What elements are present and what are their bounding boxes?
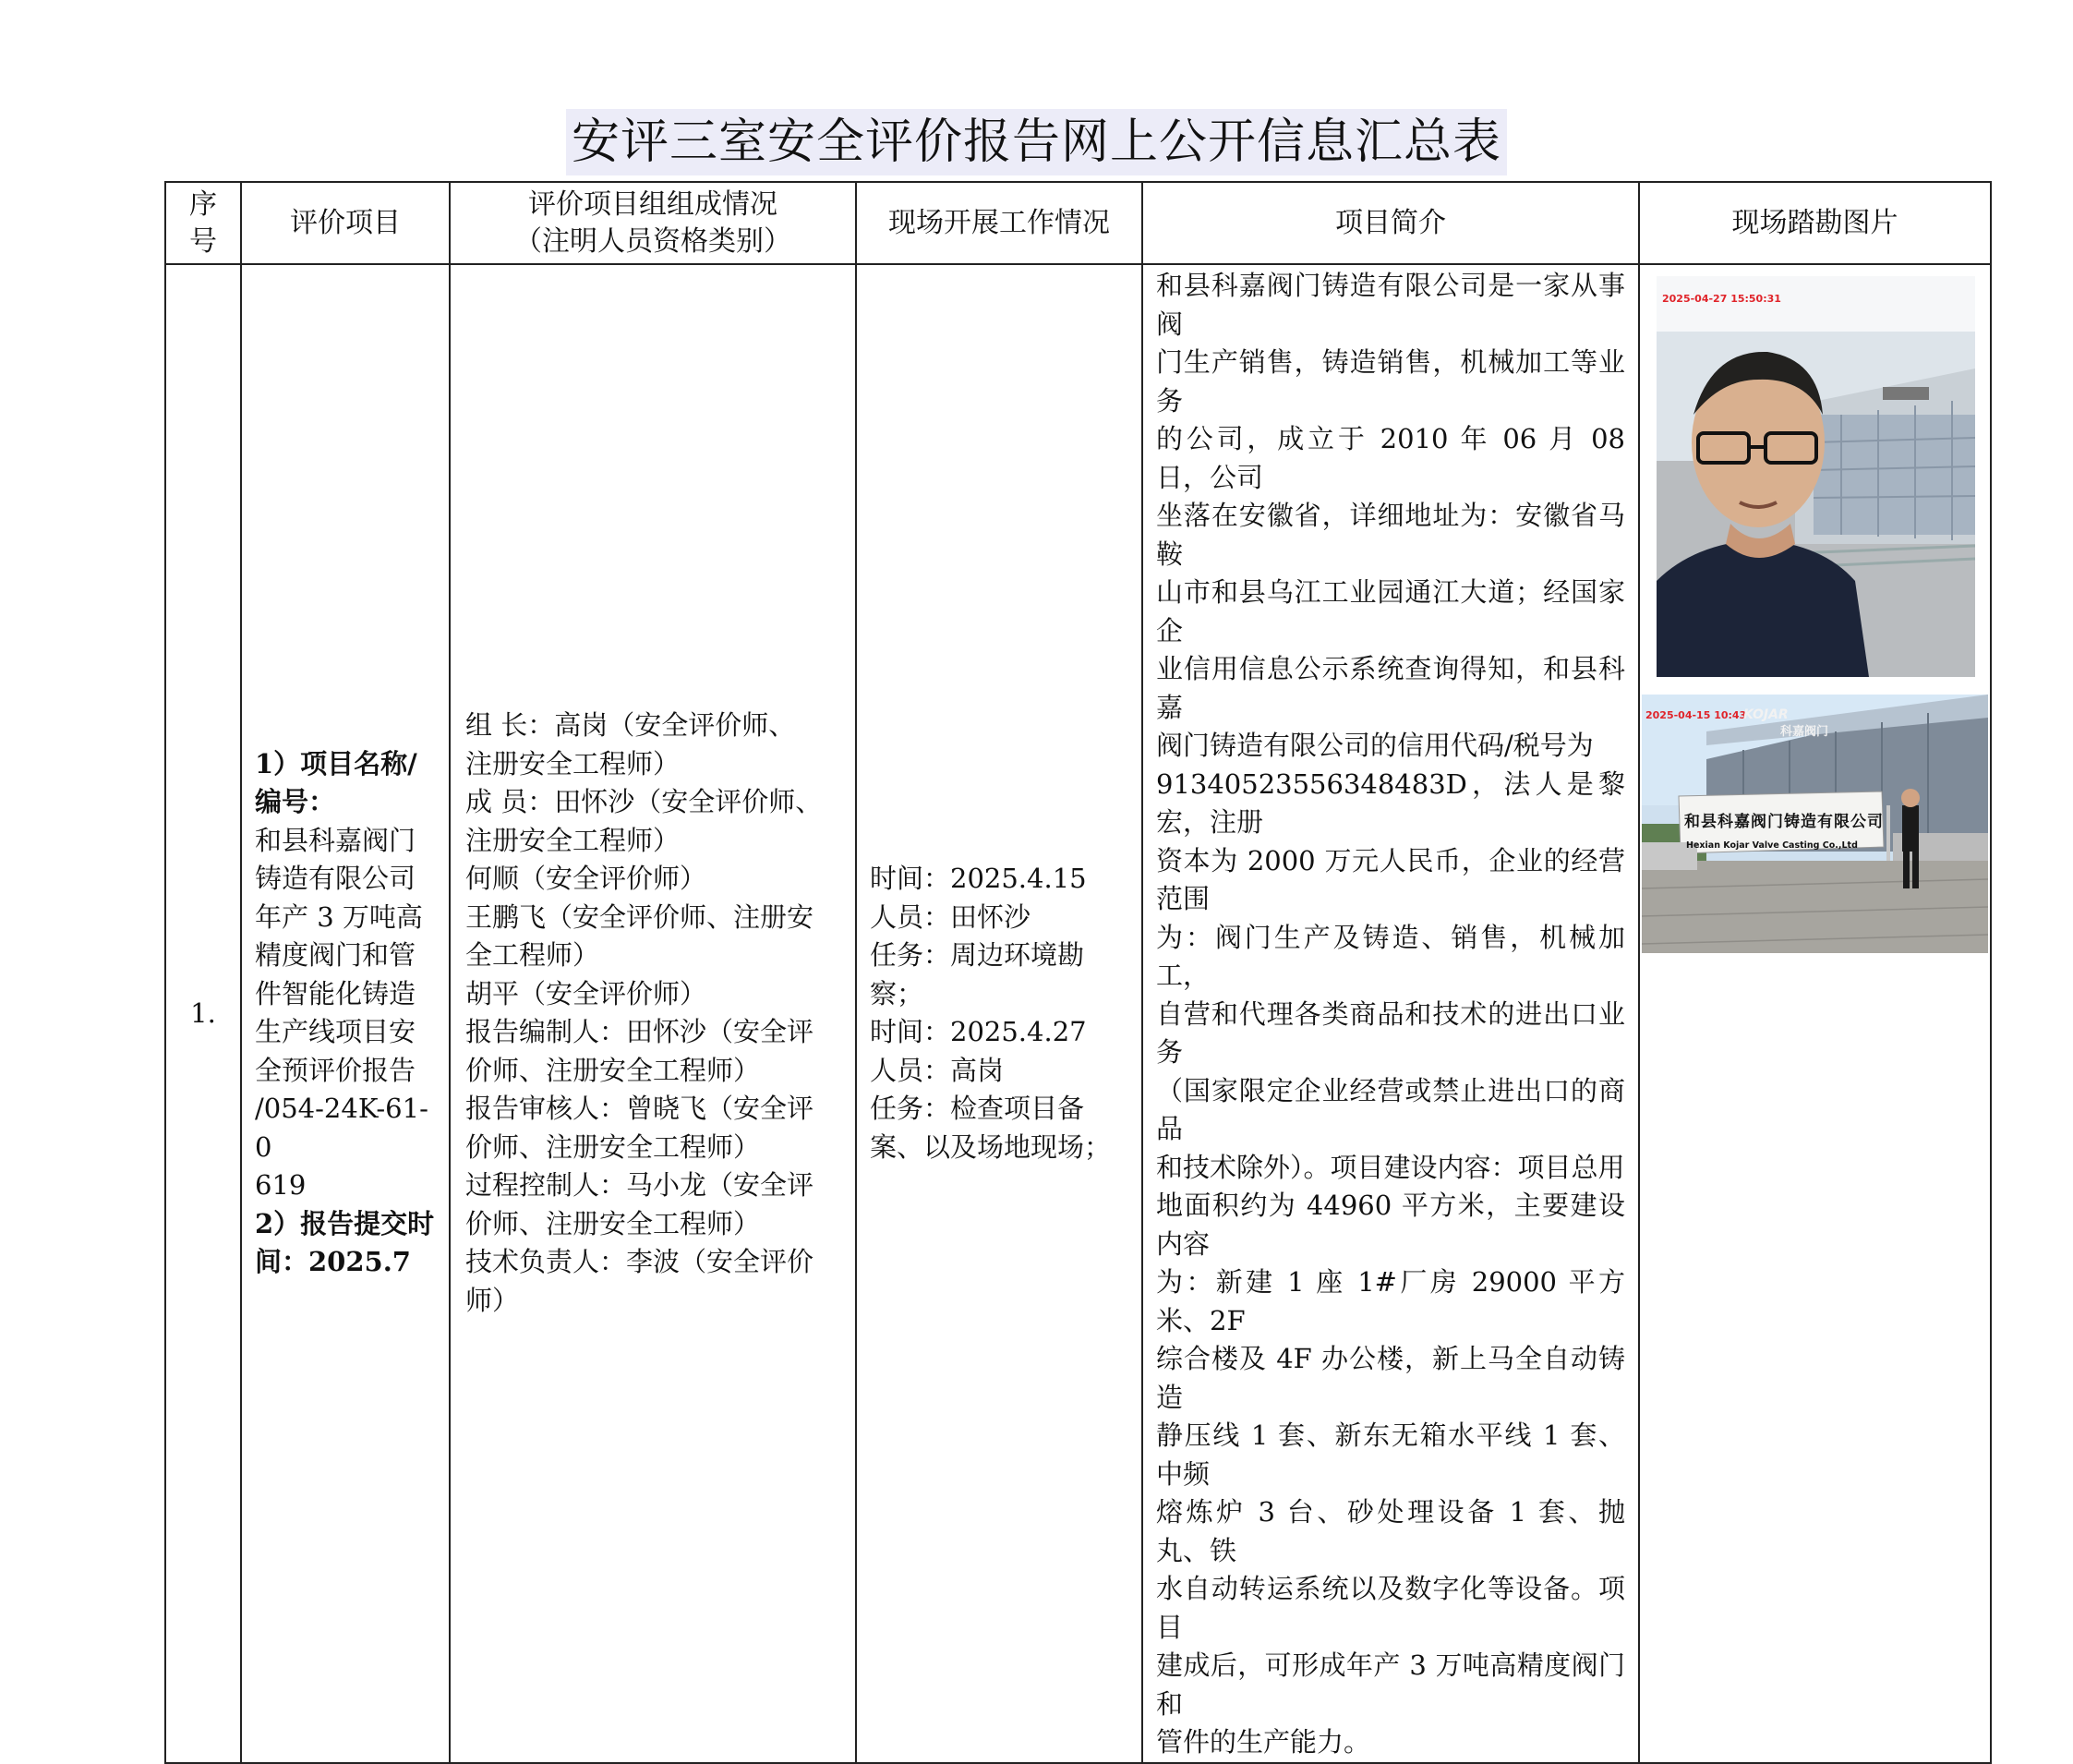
work-cell (856, 264, 1142, 1763)
work-line: 人员：高岗 (870, 1054, 1005, 1086)
photo-2-timestamp: 2025-04-15 10:43 (1645, 709, 1747, 721)
intro-line: 和技术除外）。项目建设内容：项目总用 (1156, 1151, 1625, 1183)
team-line: 注册安全工程师） (465, 824, 681, 856)
header-no: 序 号 (165, 182, 241, 264)
project-line: 铸造有限公司 (255, 863, 416, 895)
work-line: 任务：周边环境勘 (870, 939, 1085, 972)
intro-line: 业信用信息公示系统查询得知，和县科嘉 (1156, 653, 1625, 723)
intro-line: 综合楼及 4F 办公楼，新上马全自动铸造 (1156, 1343, 1625, 1413)
header-team: 评价项目组组成情况 （注明人员资格类别） (450, 182, 856, 264)
work-line: 案、以及场地现场； (870, 1130, 1112, 1163)
header-work: 现场开展工作情况 (856, 182, 1142, 264)
team-line: 价师、注册安全工程师） (465, 1130, 761, 1163)
team-line: 报告审核人：曾晓飞（安全评 (465, 1093, 814, 1125)
project-line: 年产 3 万吨高 (255, 900, 423, 933)
photo-2-sign-en: Hexian Kojar Valve Casting Co.,Ltd (1686, 840, 1858, 851)
team-line: 成 员：田怀沙（安全评价师、 (465, 786, 823, 818)
team-line: 价师、注册安全工程师） (465, 1054, 761, 1086)
team-line: 注册安全工程师） (465, 747, 681, 779)
intro-line: 91340523556348483D，法人是黎宏，注册 (1156, 767, 1625, 838)
intro-line: 熔炼炉 3 台、砂处理设备 1 套、抛丸、铁 (1156, 1496, 1625, 1566)
header-intro: 项目简介 (1142, 182, 1639, 264)
project-line: 件智能化铸造 (255, 977, 416, 1009)
intro-line: 的公司，成立于 2010 年 06 月 08 日，公司 (1156, 423, 1625, 493)
team-line: 组 长：高岗（安全评价师、 (465, 709, 796, 742)
intro-line: 水自动转运系统以及数字化等设备。项目 (1156, 1573, 1625, 1643)
team-line: 技术负责人：李波（安全评价 (465, 1246, 814, 1278)
table-row (165, 264, 1991, 1763)
header-project: 评价项目 (241, 182, 450, 264)
intro-line: 自营和代理各类商品和技术的进出口业务 (1156, 997, 1625, 1068)
row-number: 1. (165, 264, 241, 1763)
intro-line: 为：新建 1 座 1#厂房 29000 平方米、2F (1156, 1266, 1625, 1336)
intro-line: 地面积约为 44960 平方米，主要建设内容 (1156, 1190, 1625, 1260)
intro-line: 建成后，可形成年产 3 万吨高精度阀门和 (1156, 1649, 1625, 1720)
intro-line: 阀门铸造有限公司的信用代码/税号为 (1156, 730, 1594, 761)
page-title: 安评三室安全评价报告网上公开信息汇总表 (0, 109, 2073, 175)
team-cell (450, 264, 856, 1763)
site-photo-2 (1642, 695, 1988, 953)
team-line: 过程控制人：马小龙（安全评 (465, 1169, 814, 1202)
site-photo-1 (1657, 276, 1975, 677)
header-row (165, 182, 1991, 264)
project-line: 全预评价报告 (255, 1054, 416, 1086)
project-line: 619 (255, 1169, 307, 1202)
project-line: /054-24K-61-0 (255, 1093, 428, 1163)
work-line: 察； (870, 977, 924, 1009)
photo-2-brand-cn: 科嘉阀门 (1780, 725, 1829, 739)
work-line: 时间：2025.4.27 (870, 1016, 1087, 1048)
intro-line: （国家限定企业经营或禁止进出口的商品 (1156, 1074, 1625, 1144)
site-photo-1-image (1657, 276, 1975, 677)
info-table (164, 181, 1992, 1764)
intro-line: 山市和县乌江工业园通江大道；经国家企 (1156, 576, 1625, 646)
photo-2-brand: KOJAR (1743, 707, 1789, 722)
team-line: 报告编制人：田怀沙（安全评 (465, 1016, 814, 1048)
photo-2-sign-cn: 和县科嘉阀门铸造有限公司 (1684, 813, 1884, 831)
project-line: 生产线项目安 (255, 1016, 416, 1048)
team-line: 全工程师） (465, 939, 600, 972)
project-line: 精度阀门和管 (255, 939, 416, 972)
work-line: 任务：检查项目备 (870, 1093, 1085, 1125)
team-line: 王鹏飞（安全评价师、注册安 (465, 900, 814, 933)
intro-line: 管件的生产能力。 (1156, 1726, 1371, 1758)
project-line: 2）报告提交时 (255, 1207, 435, 1239)
project-line: 1）项目名称/ (255, 747, 417, 779)
photo-1-timestamp: 2025-04-27 15:50:31 (1662, 293, 1781, 305)
intro-line: 坐落在安徽省，详细地址为：安徽省马鞍 (1156, 500, 1625, 570)
intro-line: 为：阀门生产及铸造、销售，机械加工， (1156, 921, 1625, 991)
work-line: 人员：田怀沙 (870, 900, 1031, 933)
intro-line: 门生产销售，铸造销售，机械加工等业务 (1156, 346, 1625, 417)
project-line: 间：2025.7 (255, 1246, 411, 1278)
work-line: 时间：2025.4.15 (870, 863, 1087, 895)
project-line: 和县科嘉阀门 (255, 824, 416, 856)
team-line: 价师、注册安全工程师） (465, 1207, 761, 1239)
header-photos: 现场踏勘图片 (1639, 182, 1991, 264)
photos-cell (1639, 264, 1991, 1763)
project-line: 编号： (255, 786, 336, 818)
intro-cell (1142, 264, 1639, 1763)
intro-line: 资本为 2000 万元人民币，企业的经营范围 (1156, 844, 1625, 914)
team-line: 何顺（安全评价师） (465, 863, 707, 895)
intro-line: 和县科嘉阀门铸造有限公司是一家从事阀 (1156, 270, 1625, 340)
team-line: 师） (465, 1284, 520, 1316)
intro-line: 静压线 1 套、新东无箱水平线 1 套、中频 (1156, 1420, 1625, 1490)
team-line: 胡平（安全评价师） (465, 977, 707, 1009)
project-cell (241, 264, 450, 1763)
